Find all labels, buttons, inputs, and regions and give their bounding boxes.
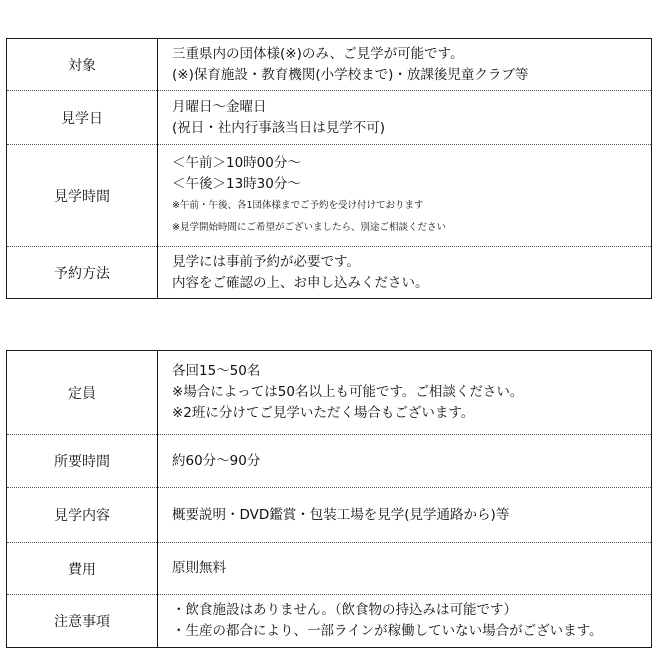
value-line: 月曜日～金曜日 bbox=[172, 98, 267, 115]
table-row bbox=[7, 91, 652, 145]
table-row bbox=[7, 595, 652, 648]
row-value bbox=[158, 351, 652, 435]
value-line: 原則無料 bbox=[172, 560, 226, 576]
row-label: 定員 bbox=[7, 351, 158, 435]
value-line: (※)保育施設・教育機関(小学校まで)・放課後児童クラブ等 bbox=[172, 66, 529, 83]
visit-conditions-table bbox=[6, 38, 652, 299]
row-label: 見学日 bbox=[7, 91, 158, 145]
value-line: 内容をご確認の上、お申し込みください。 bbox=[172, 274, 429, 291]
value-line: ・飲食施設はありません。（飲食物の持込みは可能です） bbox=[172, 602, 518, 618]
row-value bbox=[158, 595, 652, 648]
row-label: 対象 bbox=[7, 39, 158, 91]
table-row bbox=[7, 39, 652, 91]
row-label: 予約方法 bbox=[7, 247, 158, 299]
row-value bbox=[158, 435, 652, 488]
table-row bbox=[7, 543, 652, 595]
value-line: 概要説明・DVD鑑賞・包装工場を見学(見学通路から)等 bbox=[172, 506, 510, 523]
value-line: 三重県内の団体様(※)のみ、ご見学が可能です。 bbox=[172, 45, 464, 62]
row-value bbox=[158, 91, 652, 145]
value-line: 各回15～50名 bbox=[172, 363, 261, 379]
table-row bbox=[7, 488, 652, 543]
visit-details-table bbox=[6, 350, 652, 648]
row-label: 見学内容 bbox=[7, 488, 158, 543]
row-value bbox=[158, 39, 652, 91]
row-label: 所要時間 bbox=[7, 435, 158, 488]
table-row bbox=[7, 351, 652, 435]
row-label: 注意事項 bbox=[7, 595, 158, 648]
value-line: (祝日・社内行事該当日は見学不可) bbox=[172, 119, 386, 136]
value-line: ・生産の都合により、一部ラインが稼働していない場合がございます。 bbox=[172, 623, 603, 639]
row-value bbox=[158, 488, 652, 543]
table-row bbox=[7, 247, 652, 299]
table-row bbox=[7, 145, 652, 247]
row-value bbox=[158, 145, 652, 247]
table-row bbox=[7, 435, 652, 488]
row-value bbox=[158, 247, 652, 299]
value-note: ※見学開始時間にご希望がございましたら、別途ご相談ください bbox=[172, 221, 446, 233]
row-label: 見学時間 bbox=[7, 145, 158, 247]
row-value bbox=[158, 543, 652, 595]
value-line: 見学には事前予約が必要です。 bbox=[172, 253, 360, 270]
value-note: ※午前・午後、各1団体様までご予約を受け付けております bbox=[172, 199, 424, 211]
value-line: ※場合によっては50名以上も可能です。ご相談ください。 bbox=[172, 384, 524, 400]
value-line: ＜午後＞13時30分～ bbox=[172, 175, 301, 192]
value-line: 約60分～90分 bbox=[172, 452, 261, 469]
row-label: 費用 bbox=[7, 543, 158, 595]
value-line: ※2班に分けてご見学いただく場合もございます。 bbox=[172, 405, 475, 421]
value-line: ＜午前＞10時00分～ bbox=[172, 154, 301, 171]
